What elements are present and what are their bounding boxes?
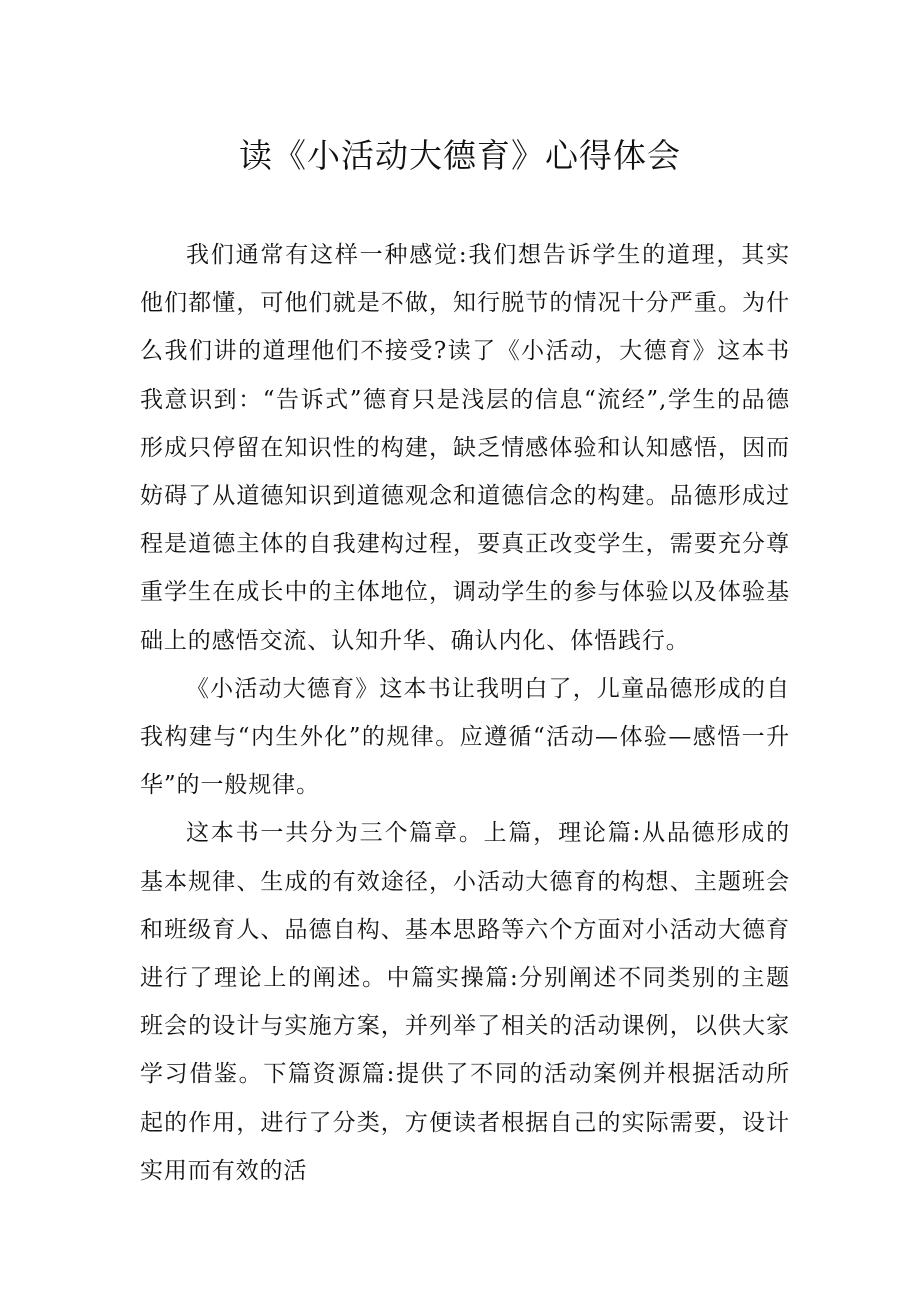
paragraph: 这本书一共分为三个篇章。上篇，理论篇:从品德形成的基本规律、生成的有效途径，小活动大德育的构想、主题班会和班级育人、品德自构、基本思路等六个方面对小活动大德育进行了理论上的阐述。中篇实操篇:分别阐述不同类别的主题班会的设计与实施方案，并列举了相关的活动课例，以供大家学习借鉴。下篇资源篇:提供了不同的活动案例并根据活动所起的作用，进行了分类，方便读者根据自己的实际需要，设计实用而有效的活 xyxy=(140,820,790,1184)
paragraph: 《小活动大德育》这本书让我明白了，儿童品德形成的自我构建与“内生外化”的规律。应遵循“活动—体验—感悟一升华”的一般规律。 xyxy=(140,675,790,799)
document-title: 读《小活动大德育》心得体会 xyxy=(239,136,681,175)
document-body xyxy=(140,231,790,1195)
paragraph: 我们通常有这样一种感觉:我们想告诉学生的道理，其实他们都懂，可他们就是不做，知行脱节的情况十分严重。为什么我们讲的道理他们不接受?读了《小活动，大德育》这本书我意识到：“告诉式”德育只是浅层的信息“流经”,学生的品德形成只停留在知识性的构建，缺乏情感体验和认知感悟，因而妨碍了从道德知识到道德观念和道德信念的构建。品德形成过程是道德主体的自我建构过程，要真正改变学生，需要充分尊重学生在成长中的主体地位，调动学生的参与体验以及体验基础上的感悟交流、认知升华、确认内化、体悟践行。 xyxy=(140,242,790,654)
